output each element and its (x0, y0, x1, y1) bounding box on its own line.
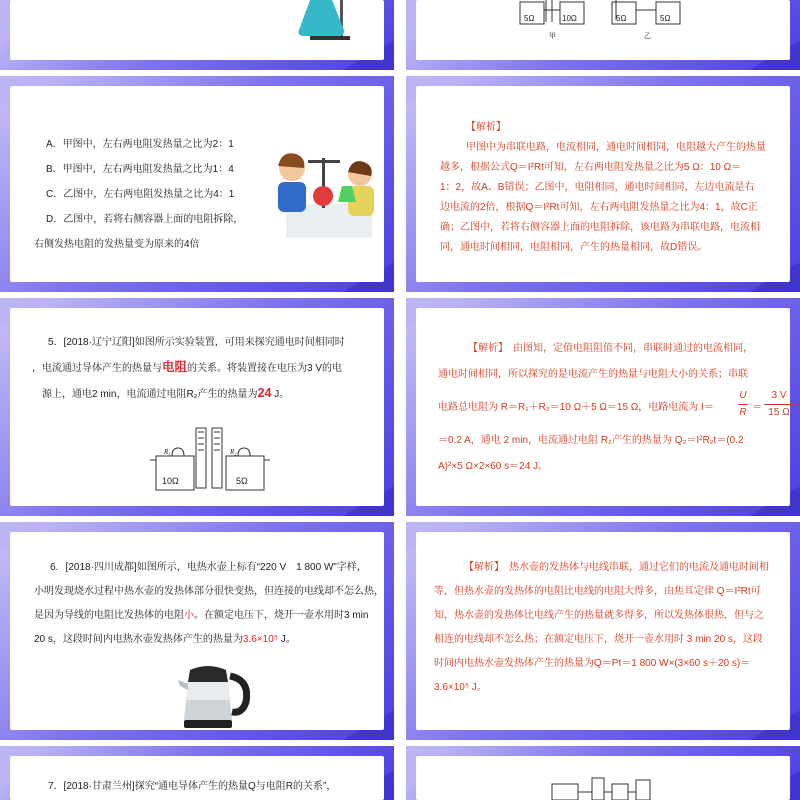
analysis-line (464, 556, 790, 580)
slide-body (416, 756, 790, 800)
analysis-line (438, 388, 788, 428)
analysis-line: 甲图中为串联电路，电流相同，通电时间相同，电阻越大产生的热量 (466, 142, 766, 153)
experiment-apparatus-diagram (548, 774, 658, 800)
answer-blank: 3.6×10⁵ (242, 634, 278, 645)
label-5ohm: 5Ω (616, 14, 627, 23)
fraction-numerator: U (738, 388, 748, 405)
question-line (32, 355, 345, 381)
slide-body (10, 532, 384, 730)
slide-q6-analysis[interactable] (406, 522, 800, 740)
fraction-numerator: 3 V (764, 388, 794, 405)
slide-top-left[interactable] (0, 0, 394, 70)
analysis-line: 通电时间相同，所以探究的是电流产生的热量与电阻大小的关系；串联 (438, 369, 748, 380)
slide-q5-question[interactable] (0, 298, 394, 516)
slide-q6-question[interactable] (0, 522, 394, 740)
option-b: B．甲图中，左右两电阻发热量之比为1：4 (46, 164, 234, 175)
slide-body (416, 532, 790, 730)
analysis-line: 越多，根据公式Q＝I²Rt可知，左右两电阻发热量之比为5 Ω：10 Ω＝ (440, 162, 742, 173)
slide-q4-options[interactable] (0, 76, 394, 292)
question-fragment: 源上，通电2 min，电流通过电阻R₂产生的热量为 (42, 389, 258, 400)
resistance-value: 5Ω (236, 476, 248, 486)
label-5ohm: 5Ω (524, 14, 535, 23)
answer-blank: 24 (257, 386, 272, 400)
slide-q7-analysis[interactable] (406, 746, 800, 800)
question-line: 小明发现烧水过程中热水壶的发热体部分很快变热，但连接的电线却不怎么热， (34, 586, 384, 597)
question-line: 6．[2018·四川成都]如图所示，电热水壶上标有“220 V 1 800 W”字样， (50, 562, 367, 573)
slide-body (10, 756, 384, 800)
analysis-line: 1：2，故A、B错误；乙图中，电阻相同，通电时间相同，左边电流是右 (440, 182, 755, 193)
option-d: D．乙图中，若将右侧容器上面的电阻拆除， (46, 214, 244, 225)
analysis-line: 相连的电线却不怎么热；在额定电压下，烧开一壶水用时 3 min 20 s，这段 (434, 634, 763, 645)
analysis-line: 时间内电热水壶发热体产生的热量为Q＝Pt＝1 800 W×(3×60 s＋20 s)＝ (434, 658, 751, 669)
question-fragment: 。在额定电压下，烧开一壶水用时3 min (194, 610, 369, 621)
slide-q4-analysis[interactable] (406, 76, 800, 292)
slide-body (10, 0, 384, 60)
analysis-tag: 【解析】 (468, 343, 503, 354)
analysis-fragment: 热水壶的发热体与电线串联，通过它们的电流及通电时间相 (509, 562, 769, 573)
analysis-line: 确；乙图中，若将右侧容器上面的电阻拆除，该电路为串联电路，电流相 (440, 222, 760, 233)
resistance-value: 10Ω (162, 476, 179, 486)
circuit-diagram-containers (416, 0, 790, 60)
slide-body (416, 0, 790, 60)
analysis-text (440, 118, 780, 258)
analysis-line (468, 336, 788, 362)
slide-body (416, 308, 790, 506)
analysis-text (434, 556, 790, 700)
analysis-text (438, 336, 788, 480)
slide-body (416, 86, 790, 282)
option-c: C．乙图中，左右两电阻发热量之比为4：1 (46, 189, 235, 200)
analysis-fragment: 电路总电阻为 R＝R₁＋R₂＝10 Ω＋5 Ω＝15 Ω，电路电流为 I＝ (438, 402, 714, 413)
question-fragment: 是因为导线的电阻比发热体的电阻 (34, 610, 184, 621)
analysis-tag: 【解析】 (466, 122, 506, 133)
resistor-label: R₂ (230, 448, 237, 456)
option-a: A．甲图中，左右两电阻发热量之比为2：1 (46, 139, 234, 150)
option-d-continued: 右侧发热电阻的发热量变为原来的4倍 (34, 239, 200, 250)
analysis-line: 等，但热水壶的发热体的电阻比电线的电阻大得多，由焦耳定律 Q＝I²Rt可 (434, 586, 761, 597)
slide-q5-analysis[interactable] (406, 298, 800, 516)
label-5ohm: 5Ω (660, 14, 671, 23)
answer-blank: 小 (184, 610, 194, 621)
analysis-line: 3.6×10⁵ J。 (434, 682, 487, 693)
resistor-label: R₁ (164, 448, 171, 456)
equals-sign: ＝ (752, 402, 762, 413)
caption-yi: 乙 (644, 33, 651, 40)
question-line: 5．[2018·辽宁辽阳]如图所示实验装置，可用来探究通电时间相同时 (48, 337, 345, 348)
analysis-line: ＝0.2 A，通电 2 min，电流通过电阻 R₂产生的热量为 Q₂＝I²R₂t＝(0.2 (438, 435, 744, 446)
caption-jia: 甲 (549, 33, 556, 40)
label-10ohm: 10Ω (562, 14, 577, 23)
options-list (34, 132, 244, 257)
question-line (34, 628, 384, 652)
fraction-denominator: R (739, 407, 747, 418)
slide-top-right[interactable] (406, 0, 800, 70)
question-fragment: ，电流通过导体产生的热量与 (32, 363, 162, 374)
question-line (42, 381, 345, 407)
analysis-line: 知，热水壶的发热体比电线产生的热量就多得多，所以发热体很热，但与之 (434, 610, 764, 621)
fraction-u-over-r (738, 388, 748, 421)
slide-body (10, 86, 384, 282)
question-line (34, 604, 384, 628)
question-fragment: J。 (277, 634, 296, 645)
question-line: 7．[2018·甘肃兰州]探究“通电导体产生的热量Q与电阻R的关系”， (48, 781, 337, 792)
question-text (34, 556, 384, 652)
analysis-line: A)²×5 Ω×2×60 s＝24 J。 (438, 461, 549, 472)
fraction-3v-over-15ohm (764, 388, 794, 421)
slide-q7-question[interactable] (0, 746, 394, 800)
electric-kettle-illustration (176, 662, 250, 730)
question-fragment: 的关系。将装置接在电压为3 V的电 (187, 363, 343, 374)
analysis-tag: 【解析】 (464, 562, 499, 573)
lab-kids-illustration (266, 148, 378, 244)
analysis-line: 边电流的2倍，根据Q＝I²Rt可知，左右两电阻发热量之比为4：1，故C正 (440, 202, 758, 213)
question-fragment: 20 s，这段时间内电热水壶发热体产生的热量为 (34, 634, 243, 645)
slide-body (10, 308, 384, 506)
analysis-fragment: 由图知，定值电阻阻值不同，串联时通过的电流相同， (513, 343, 753, 354)
question-fragment: J。 (274, 389, 290, 400)
analysis-line: 同，通电时间相同，电阻相同，产生的热量相同，故D错误。 (440, 242, 708, 253)
answer-blank: 电阻 (162, 360, 188, 374)
resistor-circuit-diagram (150, 426, 270, 496)
question-text (32, 330, 345, 407)
fraction-denominator: 15 Ω (768, 407, 790, 418)
flask-illustration (10, 0, 384, 60)
